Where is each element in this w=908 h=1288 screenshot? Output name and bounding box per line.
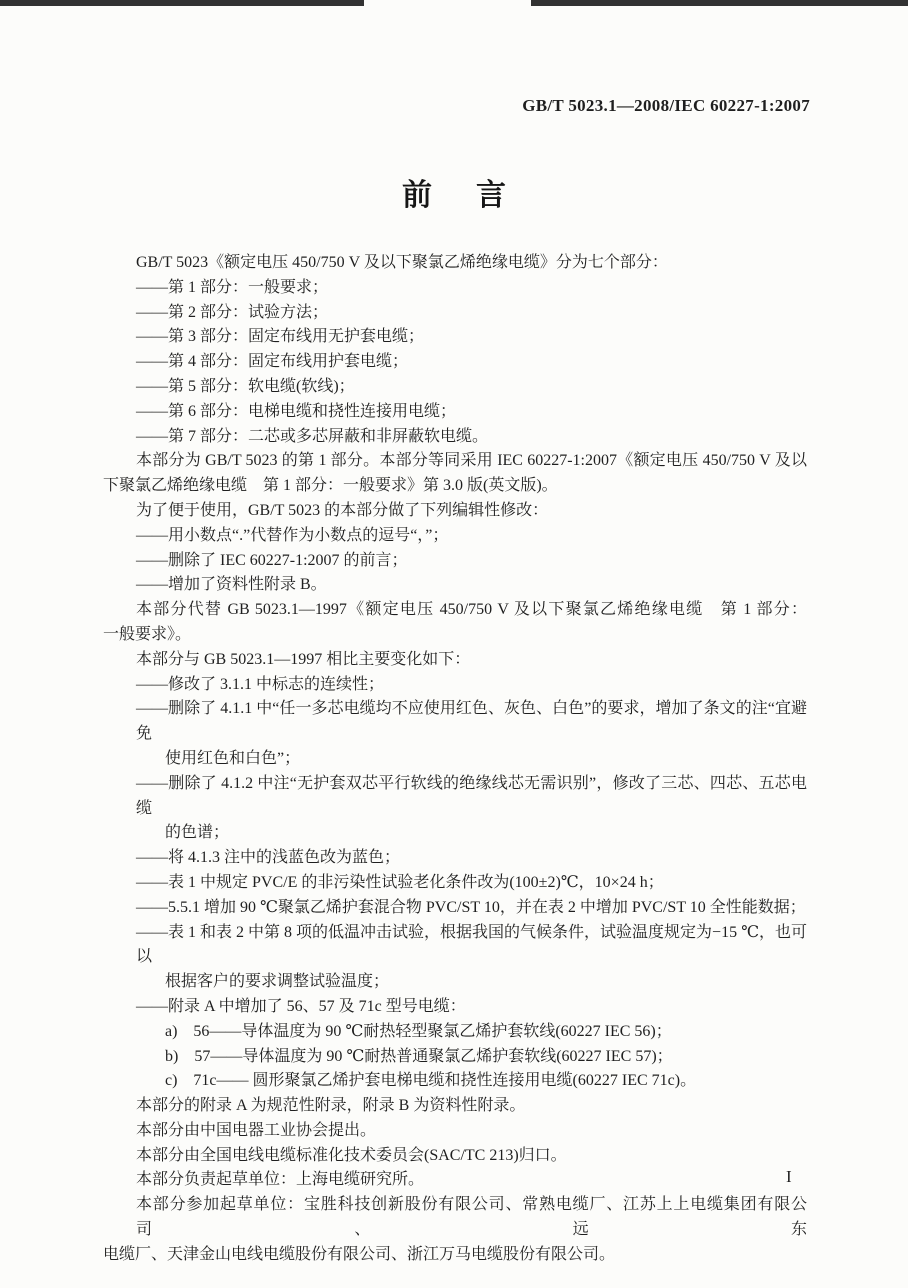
foreword-line: 本部分代替 GB 5023.1—1997《额定电压 450/750 V 及以下聚氯乙烯绝缘电缆 第 1 部分： bbox=[136, 601, 807, 619]
foreword-line: 为了便于使用，GB/T 5023 的本部分做了下列编辑性修改： bbox=[136, 501, 549, 519]
foreword-line: 本部分的附录 A 为规范性附录，附录 B 为资料性附录。 bbox=[136, 1097, 526, 1115]
foreword-line: ——删除了 4.1.2 中注“无护套双芯平行软线的绝缘线芯无需识别”，修改了三芯、四芯、五芯电缆 bbox=[136, 774, 807, 817]
foreword-line: ——第 3 部分：固定布线用无护套电缆； bbox=[136, 328, 425, 346]
foreword-line: ——第 2 部分：试验方法； bbox=[136, 303, 329, 321]
foreword-line: 一般要求》。 bbox=[103, 625, 192, 643]
foreword-line: ——删除了 4.1.1 中“任一多芯电缆均不应使用红色、灰色、白色”的要求，增加了条文的注“宜避免 bbox=[136, 700, 807, 743]
foreword-line: 的色谱； bbox=[165, 824, 230, 842]
foreword-line: 电缆厂、天津金山电线电缆股份有限公司、浙江万马电缆股份有限公司。 bbox=[103, 1245, 616, 1263]
foreword-line: ——第 1 部分：一般要求； bbox=[136, 278, 329, 296]
foreword-line: 本部分负责起草单位：上海电缆研究所。 bbox=[136, 1171, 425, 1189]
foreword-line: 下聚氯乙烯绝缘电缆 第 1 部分：一般要求》第 3.0 版(英文版)。 bbox=[103, 477, 558, 495]
page-title bbox=[0, 170, 908, 214]
foreword-line: 本部分由全国电线电缆标准化技术委员会(SAC/TC 213)归口。 bbox=[136, 1146, 567, 1164]
foreword-line: ——第 4 部分：固定布线用护套电缆； bbox=[136, 353, 409, 371]
foreword-line: ——5.5.1 增加 90 ℃聚氯乙烯护套混合物 PVC/ST 10，并在表 2 中增加 PVC/ST 10 全性能数据； bbox=[136, 898, 806, 916]
foreword-line: GB/T 5023《额定电压 450/750 V 及以下聚氯乙烯绝缘电缆》分为七个部分： bbox=[136, 254, 668, 271]
foreword-line: 本部分由中国电器工业协会提出。 bbox=[136, 1121, 377, 1139]
foreword-line: ——表 1 和表 2 中第 8 项的低温冲击试验，根据我国的气候条件，试验温度规定为−15 ℃，也可以 bbox=[136, 923, 807, 966]
foreword-body bbox=[103, 251, 807, 1268]
page-number: I bbox=[786, 1167, 792, 1186]
foreword-line: ——第 5 部分：软电缆(软线)； bbox=[136, 377, 355, 395]
foreword-line: 本部分为 GB/T 5023 的第 1 部分。本部分等同采用 IEC 60227-1:2007《额定电压 450/750 V 及以 bbox=[136, 452, 807, 470]
foreword-line: 根据客户的要求调整试验温度； bbox=[165, 973, 390, 991]
foreword-line: ——删除了 IEC 60227-1:2007 的前言； bbox=[136, 551, 408, 569]
foreword-line: ——修改了 3.1.1 中标志的连续性； bbox=[136, 675, 385, 693]
foreword-line: c) 71c—— 圆形聚氯乙烯护套电梯电缆和挠性连接用电缆(60227 IEC 71c)。 bbox=[165, 1072, 697, 1090]
foreword-line: ——用小数点“.”代替作为小数点的逗号“，”； bbox=[136, 526, 449, 544]
page-title-char-1: 前 bbox=[402, 179, 432, 212]
foreword-line: ——将 4.1.3 注中的浅蓝色改为蓝色； bbox=[136, 849, 401, 867]
foreword-line: ——第 7 部分：二芯或多芯屏蔽和非屏蔽软电缆。 bbox=[136, 427, 489, 445]
foreword-line: ——附录 A 中增加了 56、57 及 71c 型号电缆： bbox=[136, 997, 466, 1015]
doc-number: GB/T 5023.1—2008/IEC 60227-1:2007 bbox=[522, 96, 810, 115]
scan-edge-mark-right bbox=[531, 0, 908, 6]
foreword-line: ——第 6 部分：电梯电缆和挠性连接用电缆； bbox=[136, 402, 457, 420]
foreword-line: 本部分与 GB 5023.1—1997 相比主要变化如下： bbox=[136, 650, 471, 668]
foreword-line: ——表 1 中规定 PVC/E 的非污染性试验老化条件改为(100±2)℃，10×24 h； bbox=[136, 873, 664, 891]
foreword-line: ——增加了资料性附录 B。 bbox=[136, 576, 327, 594]
foreword-line: b) 57——导体温度为 90 ℃耐热普通聚氯乙烯护套软线(60227 IEC 57)； bbox=[165, 1047, 673, 1065]
foreword-line: 本部分参加起草单位：宝胜科技创新股份有限公司、常熟电缆厂、江苏上上电缆集团有限公司、远东 bbox=[136, 1196, 807, 1239]
foreword-line: 使用红色和白色”； bbox=[165, 749, 301, 767]
scan-edge-mark-left bbox=[0, 0, 364, 6]
foreword-line: a) 56——导体温度为 90 ℃耐热轻型聚氯乙烯护套软线(60227 IEC 56)； bbox=[165, 1022, 672, 1040]
page-title-char-2: 言 bbox=[476, 179, 506, 212]
